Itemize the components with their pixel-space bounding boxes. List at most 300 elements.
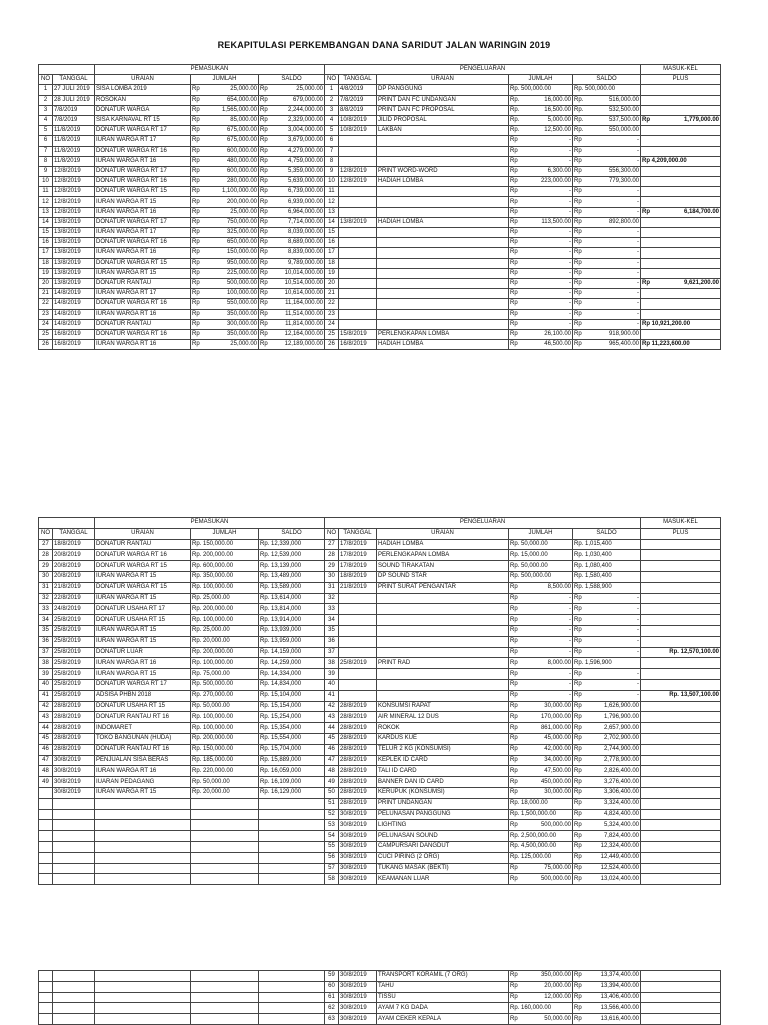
out-description: PRINT SURAT PENGANTAR xyxy=(377,582,509,593)
in-amount xyxy=(191,831,259,842)
in-date: 22/8/2019 xyxy=(53,593,95,604)
out-description: CAMPURSARI DANGDUT xyxy=(377,841,509,852)
out-no: 1 xyxy=(325,85,339,95)
recap-table-3 xyxy=(38,970,721,1025)
col-header-jumlah: JUMLAH xyxy=(191,75,259,85)
in-description: DONATUR USAHA RT 15 xyxy=(95,615,191,626)
out-date: 28/8/2019 xyxy=(339,787,377,798)
out-date xyxy=(339,136,377,146)
in-description: IURAN WARGA RT 15 xyxy=(95,593,191,604)
out-no: 54 xyxy=(325,831,339,842)
table-row xyxy=(39,658,721,669)
table-row xyxy=(39,85,721,95)
out-amount: Rp 170,000.00 xyxy=(509,712,573,723)
out-no: 14 xyxy=(325,217,339,227)
in-description: DONATUR WARGA RT 16 xyxy=(95,299,191,309)
out-no: 8 xyxy=(325,156,339,166)
in-no: 12 xyxy=(39,197,53,207)
plus-total xyxy=(641,669,721,680)
out-balance: Rp 1,626,900.00 xyxy=(573,701,641,712)
table-row xyxy=(39,539,721,550)
in-description: DONATUR USAHA RT 15 xyxy=(95,701,191,712)
out-no: 46 xyxy=(325,744,339,755)
in-balance: Rp 8,839,000.00 xyxy=(259,248,325,258)
out-balance: Rp 13,406,400.00 xyxy=(573,992,641,1003)
plus-total xyxy=(641,625,721,636)
out-description xyxy=(377,636,509,647)
out-date xyxy=(339,625,377,636)
out-date xyxy=(339,319,377,329)
out-date xyxy=(339,647,377,658)
out-amount: Rp. 2,500,000.00 xyxy=(509,831,573,842)
in-balance xyxy=(259,831,325,842)
out-no: 35 xyxy=(325,625,339,636)
in-empty xyxy=(53,1014,95,1025)
out-description xyxy=(377,593,509,604)
in-balance: Rp 12,164,000.00 xyxy=(259,329,325,339)
out-no: 62 xyxy=(325,1003,339,1014)
out-amount: Rp 30,000.00 xyxy=(509,701,573,712)
in-no: 47 xyxy=(39,755,53,766)
in-description: IURAN WARGA RT 16 xyxy=(95,309,191,319)
in-description: DONATUR WARGA RT 16 xyxy=(95,329,191,339)
out-date: 17/8/2019 xyxy=(339,539,377,550)
out-date: 10/8/2019 xyxy=(339,126,377,136)
in-date: 25/8/2019 xyxy=(53,647,95,658)
in-balance: Rp 6,739,000.00 xyxy=(259,187,325,197)
col-header-tanggal: TANGGAL xyxy=(339,75,377,85)
in-balance: Rp 2,244,000.00 xyxy=(259,105,325,115)
in-amount: Rp. 200,000.00 xyxy=(191,733,259,744)
out-description: KARDUS KUE xyxy=(377,733,509,744)
in-balance: Rp. 13,139,000 xyxy=(259,561,325,572)
in-balance: Rp. 13,914,000 xyxy=(259,615,325,626)
out-balance: Rp. 1,030,400 xyxy=(573,550,641,561)
in-date: 28/8/2019 xyxy=(53,701,95,712)
plus-total xyxy=(641,197,721,207)
table-row xyxy=(39,228,721,238)
out-no: 59 xyxy=(325,971,339,982)
out-description: AIR MINERAL 12 DUS xyxy=(377,712,509,723)
plus-total xyxy=(641,787,721,798)
in-no: 3 xyxy=(39,105,53,115)
in-amount: Rp. 270,000.00 xyxy=(191,690,259,701)
out-amount: Rp - xyxy=(509,228,573,238)
plus-total xyxy=(641,1014,721,1025)
plus-total xyxy=(641,820,721,831)
out-balance: Rp 12,524,400.00 xyxy=(573,863,641,874)
in-empty xyxy=(39,992,53,1003)
plus-total xyxy=(641,841,721,852)
out-no: 57 xyxy=(325,863,339,874)
in-amount: Rp. 100,000.00 xyxy=(191,582,259,593)
col-header-uraian: URAIAN xyxy=(377,75,509,85)
out-balance: Rp 12,324,400.00 xyxy=(573,841,641,852)
out-balance: Rp - xyxy=(573,647,641,658)
out-balance: Rp 779,300.00 xyxy=(573,177,641,187)
in-balance: Rp. 14,159,000 xyxy=(259,647,325,658)
out-description: PRINT UNDANGAN xyxy=(377,798,509,809)
out-amount: Rp - xyxy=(509,146,573,156)
header-masuk-kel: MASUK-KEL xyxy=(641,518,721,529)
out-date: 30/8/2019 xyxy=(339,971,377,982)
plus-total xyxy=(641,971,721,982)
in-description: DONATUR WARGA RT 15 xyxy=(95,582,191,593)
out-amount: Rp 50,000.00 xyxy=(509,1014,573,1025)
in-amount: Rp. 150,000.00 xyxy=(191,744,259,755)
in-date: 25/8/2019 xyxy=(53,625,95,636)
out-amount: Rp - xyxy=(509,319,573,329)
in-description: DONATUR WARGA RT 17 xyxy=(95,217,191,227)
table-row xyxy=(39,136,721,146)
in-date: 25/8/2019 xyxy=(53,679,95,690)
in-amount: Rp 500,000.00 xyxy=(191,278,259,288)
header-row-groups xyxy=(39,518,721,529)
in-description: DONATUR LUAR xyxy=(95,647,191,658)
in-balance: Rp. 13,814,000 xyxy=(259,604,325,615)
in-no: 28 xyxy=(39,550,53,561)
in-amount: Rp 325,000.00 xyxy=(191,228,259,238)
out-amount: Rp. 15,000.00 xyxy=(509,550,573,561)
in-balance: Rp 8,039,000.00 xyxy=(259,228,325,238)
table-row xyxy=(39,863,721,874)
out-no: 63 xyxy=(325,1014,339,1025)
out-no: 9 xyxy=(325,166,339,176)
in-no: 40 xyxy=(39,679,53,690)
header-pemasukan: PEMASUKAN xyxy=(95,518,325,529)
out-no: 21 xyxy=(325,289,339,299)
out-description: HADIAH LOMBA xyxy=(377,177,509,187)
in-amount: Rp 600,000.00 xyxy=(191,146,259,156)
in-balance: Rp. 15,154,000 xyxy=(259,701,325,712)
in-empty xyxy=(39,1003,53,1014)
in-no: 48 xyxy=(39,766,53,777)
in-description: IURAN WARGA RT 16 xyxy=(95,207,191,217)
in-date xyxy=(53,798,95,809)
in-amount xyxy=(191,841,259,852)
in-date: 30/8/2019 xyxy=(53,777,95,788)
out-description: PERLENGKAPAN LOMBA xyxy=(377,550,509,561)
out-balance: Rp - xyxy=(573,278,641,288)
plus-total xyxy=(641,582,721,593)
plus-total xyxy=(641,299,721,309)
table-row xyxy=(39,809,721,820)
in-no: 43 xyxy=(39,712,53,723)
out-amount: Rp 34,000.00 xyxy=(509,755,573,766)
in-balance: Rp 8,689,000.00 xyxy=(259,238,325,248)
table-row xyxy=(39,679,721,690)
in-description: PENJUALAN SISA BERAS xyxy=(95,755,191,766)
out-description xyxy=(377,625,509,636)
table-row xyxy=(39,690,721,701)
out-amount: Rp. 1,500,000.00 xyxy=(509,809,573,820)
in-no xyxy=(39,809,53,820)
out-no: 40 xyxy=(325,679,339,690)
out-description: HADIAH LOMBA xyxy=(377,217,509,227)
in-no: 27 xyxy=(39,539,53,550)
out-date: 21/8/2019 xyxy=(339,582,377,593)
out-description xyxy=(377,278,509,288)
table-row xyxy=(39,550,721,561)
out-amount: Rp. 50,000.00 xyxy=(509,539,573,550)
plus-total: Rp. 12,570,100.00 xyxy=(641,647,721,658)
out-balance: Rp 3,306,400.00 xyxy=(573,787,641,798)
table-row xyxy=(39,115,721,125)
in-no: 26 xyxy=(39,340,53,350)
out-amount: Rp - xyxy=(509,258,573,268)
out-amount: Rp. 500,000.00 xyxy=(509,85,573,95)
in-no: 7 xyxy=(39,146,53,156)
in-balance: Rp 11,814,000.00 xyxy=(259,319,325,329)
out-balance: Rp. 537,500.00 xyxy=(573,115,641,125)
out-description xyxy=(377,289,509,299)
in-date: 7/8/2019 xyxy=(53,115,95,125)
out-amount: Rp - xyxy=(509,197,573,207)
out-date: 28/8/2019 xyxy=(339,712,377,723)
out-no: 6 xyxy=(325,136,339,146)
out-description: PRINT RAD xyxy=(377,658,509,669)
in-amount xyxy=(191,809,259,820)
in-date: 11/8/2019 xyxy=(53,146,95,156)
recap-table-1 xyxy=(38,64,721,350)
in-balance: Rp 12,189,000.00 xyxy=(259,340,325,350)
out-no: 47 xyxy=(325,755,339,766)
out-date: 30/8/2019 xyxy=(339,820,377,831)
in-empty xyxy=(95,992,191,1003)
table-row xyxy=(39,268,721,278)
in-date: 20/8/2019 xyxy=(53,561,95,572)
out-date xyxy=(339,207,377,217)
in-description xyxy=(95,841,191,852)
in-description xyxy=(95,874,191,885)
in-balance: Rp. 16,059,000 xyxy=(259,766,325,777)
in-date: 14/8/2019 xyxy=(53,319,95,329)
out-no: 52 xyxy=(325,809,339,820)
table-row xyxy=(39,238,721,248)
in-amount: Rp 100,000.00 xyxy=(191,289,259,299)
col-header-jumlah: JUMLAH xyxy=(509,75,573,85)
in-balance: Rp. 12,339,000 xyxy=(259,539,325,550)
out-description: PRINT DAN FC UNDANGAN xyxy=(377,95,509,105)
table-row xyxy=(39,636,721,647)
table-row xyxy=(39,571,721,582)
out-balance: Rp - xyxy=(573,604,641,615)
plus-total xyxy=(641,863,721,874)
plus-total: Rp 9,621,200.00 xyxy=(641,278,721,288)
plus-total xyxy=(641,217,721,227)
out-no: 27 xyxy=(325,539,339,550)
in-no: 14 xyxy=(39,217,53,227)
header-masuk-kel: MASUK-KEL xyxy=(641,65,721,75)
col-header-no: NO xyxy=(39,528,53,539)
plus-total: Rp 10,921,200.00 xyxy=(641,319,721,329)
out-date: 7/8/2019 xyxy=(339,95,377,105)
in-date: 12/8/2019 xyxy=(53,166,95,176)
plus-total xyxy=(641,95,721,105)
out-no: 23 xyxy=(325,309,339,319)
in-amount: Rp 25,000.00 xyxy=(191,340,259,350)
table-row xyxy=(39,798,721,809)
out-no: 16 xyxy=(325,238,339,248)
out-balance: Rp - xyxy=(573,625,641,636)
in-date: 30/8/2019 xyxy=(53,766,95,777)
in-empty xyxy=(191,992,259,1003)
in-balance: Rp. 15,104,000 xyxy=(259,690,325,701)
out-balance: Rp. 1,596,900 xyxy=(573,658,641,669)
out-date: 30/8/2019 xyxy=(339,809,377,820)
in-description: DONATUR WARGA RT 16 xyxy=(95,238,191,248)
out-description: DP PANGGUNG xyxy=(377,85,509,95)
in-description: TOKO BANGUNAN (HUDA) xyxy=(95,733,191,744)
out-amount: Rp 450,000.00 xyxy=(509,777,573,788)
in-amount: Rp 675,000.00 xyxy=(191,126,259,136)
in-balance: Rp. 15,704,000 xyxy=(259,744,325,755)
out-no: 31 xyxy=(325,582,339,593)
table-row xyxy=(39,248,721,258)
plus-total xyxy=(641,981,721,992)
out-balance: Rp 2,744,900.00 xyxy=(573,744,641,755)
in-no xyxy=(39,798,53,809)
out-description xyxy=(377,615,509,626)
out-description xyxy=(377,197,509,207)
plus-total xyxy=(641,289,721,299)
in-date: 21/8/2019 xyxy=(53,582,95,593)
in-empty xyxy=(259,1014,325,1025)
in-no xyxy=(39,831,53,842)
in-balance: Rp. 12,539,000 xyxy=(259,550,325,561)
in-balance: Rp. 13,959,000 xyxy=(259,636,325,647)
in-balance xyxy=(259,874,325,885)
out-amount: Rp 12,000.00 xyxy=(509,992,573,1003)
table-row xyxy=(39,852,721,863)
out-amount: Rp - xyxy=(509,289,573,299)
in-description: IURAN WARGA RT 16 xyxy=(95,248,191,258)
col-header-tanggal: TANGGAL xyxy=(53,528,95,539)
out-amount: Rp - xyxy=(509,248,573,258)
in-description: IURAN WARGA RT 15 xyxy=(95,197,191,207)
out-date: 28/8/2019 xyxy=(339,744,377,755)
header-row-columns xyxy=(39,75,721,85)
col-header-uraian: URAIAN xyxy=(95,75,191,85)
out-date xyxy=(339,690,377,701)
out-description: PRINT WORD-WORD xyxy=(377,166,509,176)
in-description: IURAN WARGA RT 15 xyxy=(95,669,191,680)
in-description: DONATUR WARGA RT 17 xyxy=(95,126,191,136)
out-no: 49 xyxy=(325,777,339,788)
out-date: 28/8/2019 xyxy=(339,755,377,766)
col-header-saldo: SALDO xyxy=(259,75,325,85)
in-description xyxy=(95,863,191,874)
out-description: ROKOK xyxy=(377,723,509,734)
out-balance: Rp - xyxy=(573,615,641,626)
out-no: 15 xyxy=(325,228,339,238)
in-description: IURAN WARGA RT 15 xyxy=(95,571,191,582)
in-no: 11 xyxy=(39,187,53,197)
in-amount: Rp. 20,000.00 xyxy=(191,636,259,647)
table-row xyxy=(39,593,721,604)
in-description: IURAN WARGA RT 15 xyxy=(95,787,191,798)
out-amount: Rp 350,000.00 xyxy=(509,971,573,982)
out-amount: Rp - xyxy=(509,136,573,146)
out-date xyxy=(339,299,377,309)
out-balance: Rp 3,276,400.00 xyxy=(573,777,641,788)
in-no: 16 xyxy=(39,238,53,248)
in-description xyxy=(95,820,191,831)
out-amount: Rp - xyxy=(509,636,573,647)
table-row xyxy=(39,95,721,105)
in-no: 49 xyxy=(39,777,53,788)
in-date: 30/8/2019 xyxy=(53,787,95,798)
out-balance: Rp 13,374,400.00 xyxy=(573,971,641,982)
out-date: 10/8/2019 xyxy=(339,115,377,125)
in-no: 38 xyxy=(39,658,53,669)
in-balance: Rp 9,789,000.00 xyxy=(259,258,325,268)
table-row xyxy=(39,625,721,636)
in-no: 30 xyxy=(39,571,53,582)
in-date: 28 JULI 2019 xyxy=(53,95,95,105)
in-no: 32 xyxy=(39,593,53,604)
in-amount: Rp. 150,000.00 xyxy=(191,539,259,550)
out-no: 33 xyxy=(325,604,339,615)
out-no: 19 xyxy=(325,268,339,278)
in-date xyxy=(53,831,95,842)
in-balance: Rp 11,514,000.00 xyxy=(259,309,325,319)
plus-total xyxy=(641,105,721,115)
out-date: 12/8/2019 xyxy=(339,177,377,187)
out-description: PELUNASAN PANGGUNG xyxy=(377,809,509,820)
plus-total xyxy=(641,571,721,582)
out-balance: Rp - xyxy=(573,669,641,680)
in-amount: Rp 650,000.00 xyxy=(191,238,259,248)
in-amount: Rp. 50,000.00 xyxy=(191,777,259,788)
in-description: IURAN WARGA RT 17 xyxy=(95,228,191,238)
table-row xyxy=(39,289,721,299)
in-description: DONATUR RANTAU RT 16 xyxy=(95,744,191,755)
out-description: SOUND TIRAKATAN xyxy=(377,561,509,572)
out-balance: Rp. 550,000.00 xyxy=(573,126,641,136)
col-header-no: NO xyxy=(325,75,339,85)
in-empty xyxy=(259,981,325,992)
in-no: 42 xyxy=(39,701,53,712)
out-amount: Rp. 16,000.00 xyxy=(509,95,573,105)
table-row xyxy=(39,582,721,593)
out-balance: Rp - xyxy=(573,690,641,701)
in-no: 24 xyxy=(39,319,53,329)
in-empty xyxy=(259,971,325,982)
table-row xyxy=(39,278,721,288)
plus-total xyxy=(641,329,721,339)
table-row xyxy=(39,755,721,766)
in-amount: Rp. 25,000.00 xyxy=(191,625,259,636)
in-balance: Rp. 14,834,000 xyxy=(259,679,325,690)
in-date: 13/8/2019 xyxy=(53,258,95,268)
out-date xyxy=(339,289,377,299)
out-date: 30/8/2019 xyxy=(339,1014,377,1025)
in-amount xyxy=(191,863,259,874)
out-date: 13/8/2019 xyxy=(339,217,377,227)
table-row xyxy=(39,197,721,207)
out-description xyxy=(377,299,509,309)
in-description: DONATUR RANTAU xyxy=(95,539,191,550)
out-date xyxy=(339,669,377,680)
out-date xyxy=(339,278,377,288)
in-no: 15 xyxy=(39,228,53,238)
in-balance: Rp. 15,554,000 xyxy=(259,733,325,744)
in-balance xyxy=(259,820,325,831)
out-description xyxy=(377,319,509,329)
out-amount: Rp 26,100.00 xyxy=(509,329,573,339)
out-description: TAHU xyxy=(377,981,509,992)
